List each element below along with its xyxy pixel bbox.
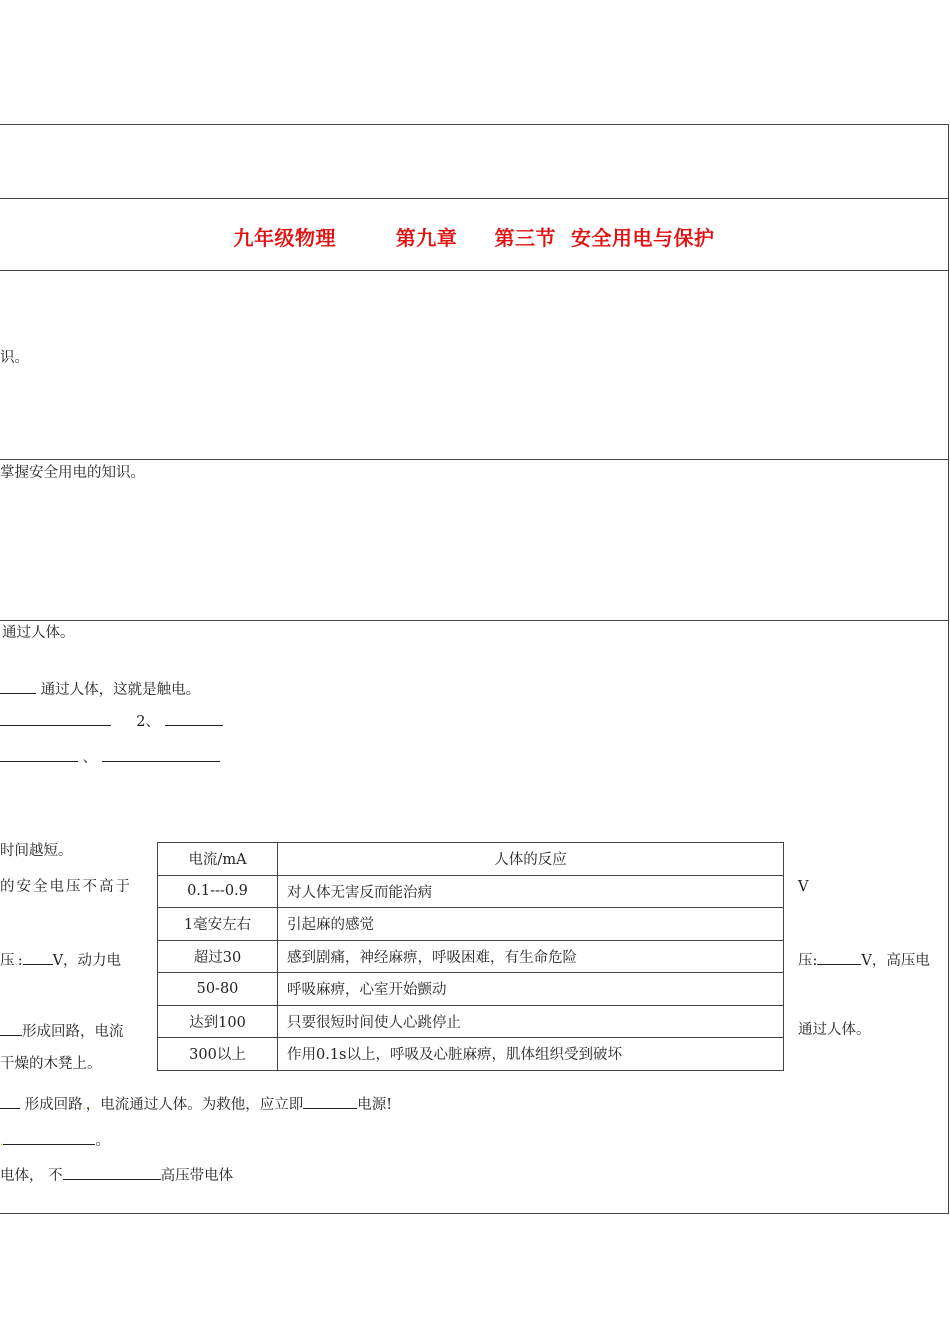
table-row (158, 908, 784, 941)
fill-blank[interactable] (63, 1165, 161, 1180)
page-title: 九年级物理 第九章 第三节 安全用电与保护 (233, 226, 715, 250)
content-text: 压 (0, 953, 15, 969)
table-cell: 感到剧痛，神经麻痹，呼吸困难，有生命危险 (278, 940, 784, 973)
row-divider-1 (0, 198, 948, 199)
fill-blank[interactable] (0, 679, 36, 694)
table-cell: 达到100 (158, 1005, 278, 1038)
current-reaction-table (157, 842, 784, 1071)
table-cell: 只要很短时间使人心跳停止 (278, 1005, 784, 1038)
content-line-2 (0, 679, 200, 699)
content-line-8 (0, 1021, 124, 1041)
content-line-7: 压.: V，动力电 (0, 950, 121, 972)
fill-blank[interactable] (0, 711, 111, 726)
content-text: 。 (95, 1133, 110, 1149)
content-line-6-right: V (798, 879, 809, 895)
content-text: V，高压电 (861, 953, 930, 969)
table-cell: 1毫安左右 (158, 908, 278, 941)
content-line-10: 形成回路.，电流通过人体。为救他，应立即 电源! (0, 1094, 392, 1116)
content-text: 压: (798, 953, 818, 969)
content-text: : (17, 953, 23, 969)
row-divider-2 (0, 270, 948, 271)
table-row (158, 1005, 784, 1038)
content-text: ，电流通过人体。为救他，应立即 (85, 1097, 304, 1113)
fill-blank[interactable] (165, 711, 223, 726)
fill-blank[interactable] (23, 950, 53, 965)
table-row (158, 875, 784, 908)
fill-blank[interactable] (102, 747, 220, 762)
content-text: 形成回路，电流 (22, 1024, 124, 1040)
table-cell: 300以上 (158, 1038, 278, 1071)
table-cell: 引起麻的感觉 (278, 908, 784, 941)
fill-blank[interactable] (817, 950, 861, 965)
row-divider-4 (0, 620, 948, 621)
fill-blank[interactable] (0, 1094, 20, 1109)
content-line-12 (0, 1165, 233, 1185)
content-line-11: . 。 (0, 1130, 110, 1152)
table-cell: 对人体无害反而能治病 (278, 875, 784, 908)
table-cell: 作用0.1s以上，呼吸及心脏麻痹，肌体组织受到破坏 (278, 1038, 784, 1071)
content-line-7-right (798, 950, 930, 970)
content-line-5: 时间越短。 (0, 843, 73, 859)
content-line-1: 通过人体。 (2, 625, 75, 641)
table-header-cell: 人体的反应 (278, 843, 784, 876)
content-line-9: 干燥的木凳上。 (0, 1056, 102, 1072)
fill-blank[interactable] (0, 1021, 22, 1036)
table-row (158, 940, 784, 973)
content-text: 电体， 不 (0, 1168, 63, 1184)
content-line-4 (0, 747, 220, 767)
objective-line-2: 掌握安全用电的知识。 (0, 465, 145, 481)
row-divider-3 (0, 459, 948, 460)
table-cell: 呼吸麻痹，心室开始颤动 (278, 973, 784, 1006)
table-cell: 0.1---0.9 (158, 875, 278, 908)
table-cell: 50-80 (158, 973, 278, 1006)
content-line-8-right: 通过人体。 (798, 1022, 871, 1038)
objective-line-1: 识。 (0, 350, 29, 366)
content-text: 2、 (136, 714, 160, 730)
table-header-row (158, 843, 784, 876)
content-text: 通过人体，这就是触电。 (40, 682, 201, 698)
fill-blank[interactable] (0, 747, 78, 762)
content-line-6: 的安全电压不高于 (0, 879, 132, 895)
content-line-3 (0, 711, 223, 731)
table-cell: 超过30 (158, 940, 278, 973)
content-text: 高压带电体 (160, 1168, 234, 1184)
table-header-cell: 电流/mA (158, 843, 278, 876)
table-row (158, 1038, 784, 1071)
fill-blank[interactable] (3, 1130, 95, 1145)
content-text: 、 (82, 750, 98, 766)
content-text: V，动力电 (52, 953, 122, 969)
table-row (158, 973, 784, 1006)
content-text: 形成回路 (24, 1097, 83, 1113)
fill-blank[interactable] (303, 1094, 357, 1109)
content-text: 电源! (357, 1097, 393, 1113)
